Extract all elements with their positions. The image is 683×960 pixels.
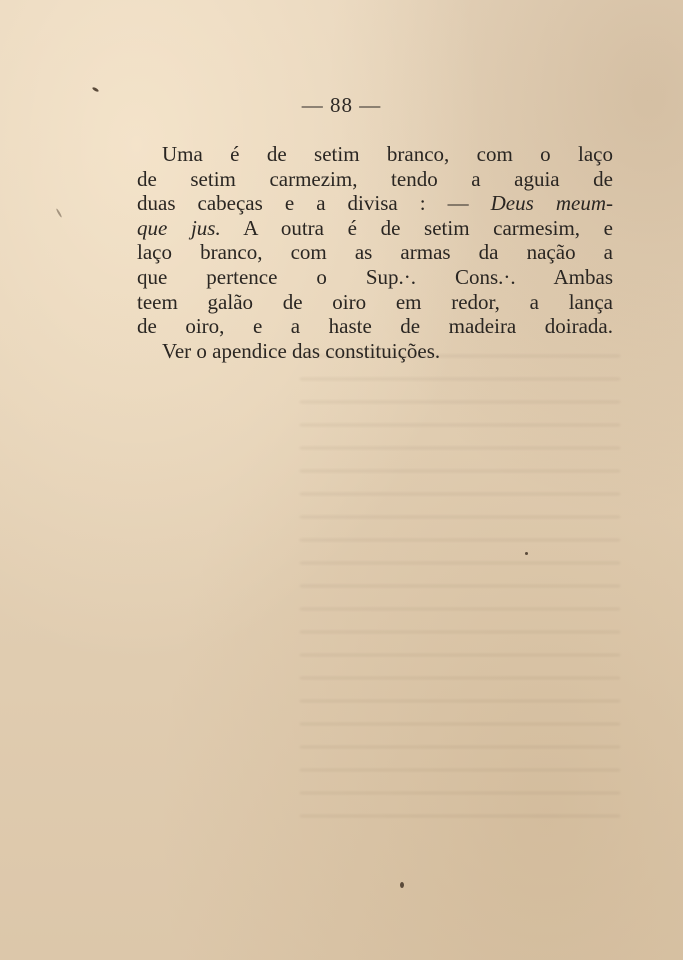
text-span: de setim carmezim, tendo a aguia de [137,166,613,191]
show-through-text [300,355,620,825]
ink-speck [400,882,404,888]
ink-speck [525,552,528,555]
text-line [137,167,613,192]
text-line [137,314,613,339]
text-line [137,265,613,290]
ink-speck [92,86,100,92]
text-line [137,290,613,315]
text-line [137,216,613,241]
text-span: A outra é de setim carmesim, e [220,215,613,240]
body-paragraph [137,142,613,363]
italic-motto: que jus. [137,215,221,240]
text-line [137,191,613,216]
text-line [137,240,613,265]
italic-motto: Deus meum- [490,191,613,216]
text-span: laço branco, com as armas da nação a [137,240,613,265]
text-span: de oiro, e a haste de madeira doirada. [137,314,613,339]
text-span: teem galão de oiro em redor, a lança [137,289,613,314]
text-span: duas cabeças e a divisa : — [137,191,491,216]
ink-speck [56,208,63,218]
text-span: que pertence o Sup.·. Cons.·. Ambas [137,264,613,289]
text-line [137,142,613,167]
page-number: — 88 — [301,93,382,117]
text-line [137,339,613,364]
text-span: Uma é de setim branco, com o laço [162,142,613,166]
text-span: Ver o apendice das constituições. [162,338,441,363]
